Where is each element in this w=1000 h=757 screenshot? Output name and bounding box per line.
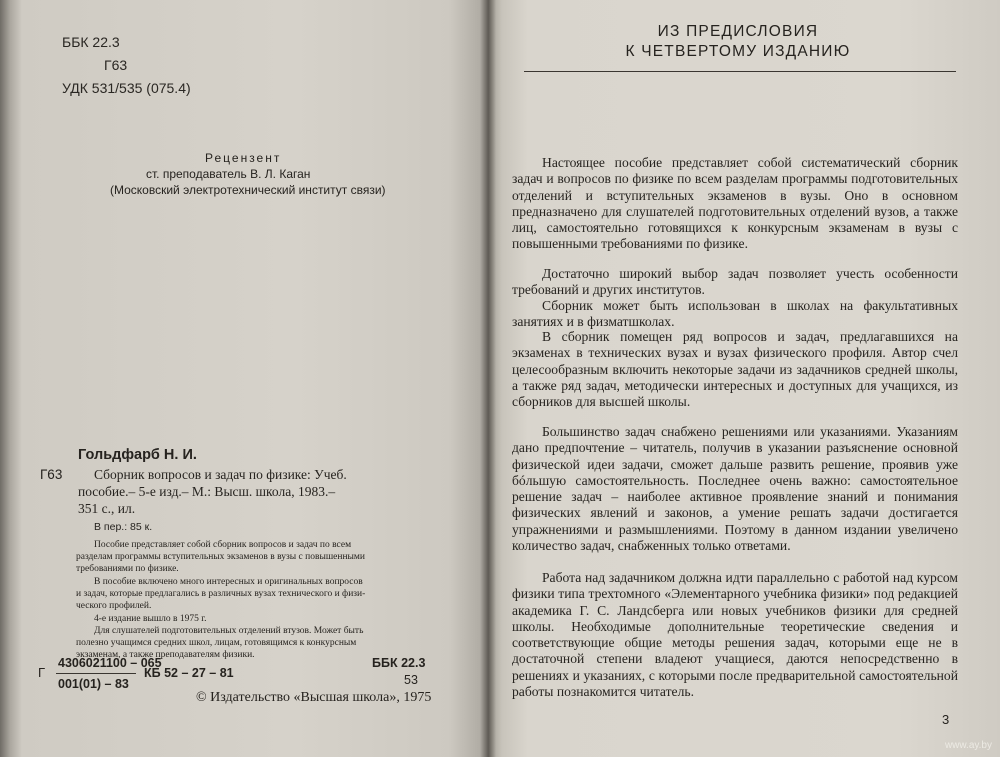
copyright: © Издательство «Высшая школа», 1975 <box>196 690 432 705</box>
udk-code: УДК 531/535 (075.4) <box>62 80 191 96</box>
annotation-line: экзаменам, а также преподавателям физики. <box>76 650 255 660</box>
annotation-line: ческого профилей. <box>76 601 152 611</box>
index-fraction-line <box>56 673 136 674</box>
book-author: Гольдфарб Н. И. <box>78 447 197 463</box>
heading-line-1: ИЗ ПРЕДИСЛОВИЯ <box>657 23 819 40</box>
heading-rule <box>524 71 956 72</box>
bib-line-2: пособие.– 5-е изд.– М.: Высш. школа, 1983.– <box>78 484 336 499</box>
bib-line-3: 351 с., ил. <box>78 501 136 516</box>
annotation-line: 4-е издание вышло в 1975 г. <box>94 614 207 624</box>
annotation-line: полезно учащимся средних школ, лицам, готовящимся к конкурсным <box>76 638 357 648</box>
annotation-line: В пособие включено много интересных и оригинальных вопросов <box>94 577 363 587</box>
preface-paragraph: Настоящее пособие представляет собой систематический сборник задач и вопросов по физике по всем разделам программы подготовительных отделений и вступительных экзаменов в вузы. Оно в основном предназначено для слушателей подготовительных отделений вузов, а также лиц, самостоятельно готовящихся к конкурсным экзаменам в вузы с повышенными требованиями по физике. <box>512 155 958 252</box>
reviewer-label: Рецензент <box>205 151 282 165</box>
catalog-code: Г63 <box>40 467 63 482</box>
index-bottom: 001(01) – 83 <box>58 677 129 691</box>
kb-code: КБ 52 – 27 – 81 <box>144 666 234 680</box>
preface-paragraph: Сборник может быть использован в школах на факультативных занятиях и в физматшколах. <box>512 298 958 330</box>
preface-paragraph: Большинство задач снабжено решениями или указаниями. Указаниям дано предпочтение – читатель, получив в указании разъяснение основной физической идеи задачи, сможет дальше развить решение, проявив уже бóльшую самостоятельность. Последнее очень важно: самостоятельное решение задач – наиболее активное проявление знаний и понимания физических явлений и законов, а умение решать задачи достигается упражнениями и размышлениями. Поэтому в данном издании увеличено количество задач, снабженных только ответами. <box>512 424 958 554</box>
bbk-footer: ББК 22.3 <box>372 656 426 670</box>
annotation-line: требованиями по физике. <box>76 564 179 574</box>
right-page <box>488 0 1000 757</box>
bib-line-1: Сборник вопросов и задач по физике: Учеб. <box>94 467 347 482</box>
watermark: www.ay.by <box>944 740 992 751</box>
index-top: 4306021100 – 065 <box>58 656 162 670</box>
page-number: 3 <box>942 712 950 727</box>
annotation-line: разделам программы вступительных экзаменов в вузы с повышенными <box>76 552 366 562</box>
bbk-footer-number: 53 <box>404 673 418 687</box>
index-letter: Г <box>38 665 46 680</box>
annotation-line: Пособие представляет собой сборник вопросов и задач по всем <box>94 540 352 550</box>
author-mark: Г63 <box>104 57 128 73</box>
bbk-code: ББК 22.3 <box>62 34 120 50</box>
heading-line-2: К ЧЕТВЕРТОМУ ИЗДАНИЮ <box>625 43 851 60</box>
reviewer-name: ст. преподаватель В. Л. Каган <box>146 167 311 181</box>
price: В пер.: 85 к. <box>94 521 153 533</box>
annotation-line: и задач, которые предлагались в различных вузах технического и физи- <box>76 589 366 599</box>
preface-paragraph: В сборник помещен ряд вопросов и задач, предлагавшихся на экзаменах в технических вузах и вузах физического профиля. Автор счел целесообразным включить некоторые задачи из задачников средней школы, а также ряд задач, методически интересных и доступных для учащихся, из сборников для высшей школы. <box>512 329 958 410</box>
preface-paragraph: Достаточно широкий выбор задач позволяет учесть особенности требований и других институтов. <box>512 266 958 298</box>
annotation-line: Для слушателей подготовительных отделений втузов. Может быть <box>94 626 364 636</box>
book-gutter <box>480 0 496 757</box>
reviewer-org: (Московский электротехнический институт связи) <box>110 183 386 197</box>
preface-paragraph: Работа над задачником должна идти параллельно с работой над курсом физики типа трехтомного «Элементарного учебника физики» под редакцией академика Г. С. Ландсберга или новых учебников физики для средней школы. Необходимые дополнительные теоретические сведения и соответствующие общие методы решения задач, которыми еще не в достаточной степени владеют учащиеся, даются непосредственно в решениях и указаниях, с которыми после предварительной самостоятельной работы познакомится читатель. <box>512 570 958 700</box>
left-page <box>0 0 488 757</box>
